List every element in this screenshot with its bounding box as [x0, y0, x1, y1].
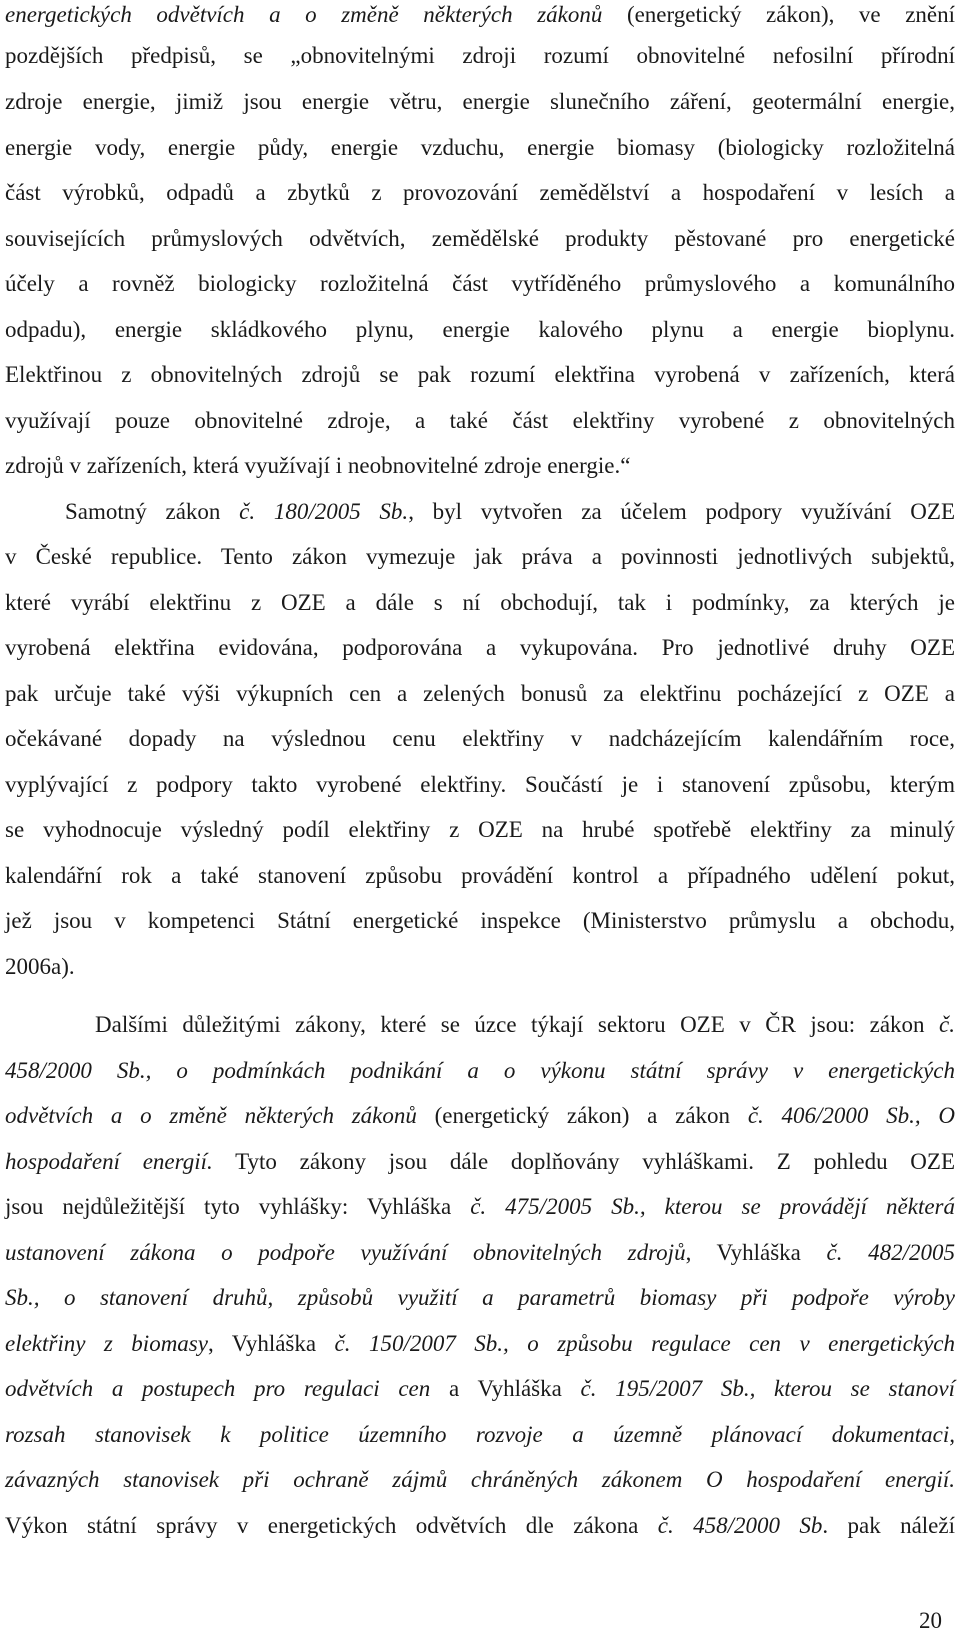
text-line — [5, 1374, 955, 1404]
text-line — [5, 1238, 955, 1268]
text-line: část výrobků, odpadů a zbytků z provozování zemědělství a hospodaření v lesích a — [5, 180, 955, 205]
text-line: energie vody, energie půdy, energie vzduchu, energie biomasy (biologicky rozložitelná — [5, 135, 955, 160]
text-line: jež jsou v kompetenci Státní energetické inspekce (Ministerstvo průmyslu a obchodu, — [5, 908, 955, 933]
text-span: , Vyhláška — [207, 1331, 335, 1356]
text-line: 2006a). — [5, 954, 75, 979]
text-line: Sb., o stanovení druhů, způsobů využití a parametrů biomasy při podpoře výroby — [5, 1285, 955, 1310]
text-line: zdrojů v zařízeních, která využívají i neobnovitelné zdroje energie.“ — [5, 453, 631, 478]
text-line — [5, 1511, 955, 1541]
page-number: 20 — [919, 1608, 942, 1633]
text-line: účely a rovněž biologicky rozložitelná část vytříděného průmyslového a komunálního — [5, 271, 955, 296]
text-span: jsou nejdůležitější tyto vyhlášky: Vyhláška — [5, 1194, 471, 1219]
italic-law-ref: č. 180/2005 Sb. — [239, 499, 409, 524]
text-line: vyplývající z podpory takto vyrobené elektřiny. Součástí je i stanovení způsobu, kterým — [5, 772, 955, 797]
text-line — [65, 497, 955, 527]
text-line: využívají pouze obnovitelné zdroje, a také část elektřiny vyrobené z obnovitelných — [5, 408, 955, 433]
text-line — [5, 0, 955, 30]
italic-law-ref: č. — [939, 1012, 955, 1037]
text-line: vyrobená elektřina evidována, podporována a vykupována. Pro jednotlivé druhy OZE — [5, 635, 955, 660]
italic-law-ref: č. 195/2007 Sb., kterou se stanoví — [580, 1376, 955, 1401]
text-line: 458/2000 Sb., o podmínkách podnikání a o výkonu státní správy v energetických — [5, 1058, 955, 1083]
text-span: Dalšími důležitými zákony, které se úzce týkají sektoru OZE v ČR jsou: zákon — [95, 1012, 940, 1037]
italic-law-title: hospodaření energií. — [5, 1149, 213, 1174]
text-line: kalendářní rok a také stanovení způsobu provádění kontrol a případného udělení pokut, — [5, 863, 955, 888]
text-line: souvisejících průmyslových odvětvích, zemědělské produkty pěstované pro energetické — [5, 226, 955, 251]
text-span: (energetický zákon) a zákon — [416, 1103, 748, 1128]
italic-law-title: odvětvích a postupech pro regulaci cen — [5, 1376, 431, 1401]
text-line: zdroje energie, jimiž jsou energie větru, energie slunečního záření, geotermální energie, — [5, 89, 955, 114]
text-span: Výkon státní správy v energetických odvětvích dle zákona — [5, 1513, 658, 1538]
text-line — [95, 1010, 955, 1040]
text-line — [5, 1147, 955, 1177]
italic-law-title: elektřiny z biomasy — [5, 1331, 208, 1356]
text-line: se vyhodnocuje výsledný podíl elektřiny z OZE na hrubé spotřebě elektřiny za minulý — [5, 817, 955, 842]
italic-law-ref: č. 482/2005 — [826, 1240, 955, 1265]
italic-law-ref: č. 406/2000 Sb., O — [747, 1103, 956, 1128]
italic-law-ref: č. 475/2005 Sb., kterou se provádějí některá — [470, 1194, 955, 1219]
text-span: . pak náleží — [822, 1513, 955, 1538]
italic-law-title: ustanovení zákona o podpoře využívání obnovitelných zdrojů — [5, 1240, 686, 1265]
text-span: , Vyhláška — [685, 1240, 827, 1265]
text-span: Tyto zákony jsou dále doplňovány vyhláškami. Z pohledu OZE — [212, 1149, 956, 1174]
text-line: odpadu), energie skládkového plynu, energie kalového plynu a energie bioplynu. — [5, 317, 955, 342]
text-line: závazných stanovisek při ochraně zájmů chráněných zákonem O hospodaření energií. — [5, 1467, 955, 1492]
italic-law-ref: č. 150/2007 Sb., o způsobu regulace cen v energetických — [334, 1331, 955, 1356]
italic-law-title: odvětvích a o změně některých zákonů — [5, 1103, 417, 1128]
text-line: pak určuje také výši výkupních cen a zelených bonusů za elektřinu pocházející z OZE a — [5, 681, 955, 706]
text-line: které vyrábí elektřinu z OZE a dále s ní obchodují, tak i podmínky, za kterých je — [5, 590, 955, 615]
text-line — [5, 1101, 955, 1131]
text-line: pozdějších předpisů, se „obnovitelnými zdroji rozumí obnovitelné nefosilní přírodní — [5, 43, 955, 68]
text-line: v České republice. Tento zákon vymezuje jak práva a povinnosti jednotlivých subjektů, — [5, 544, 955, 569]
text-span: a Vyhláška — [430, 1376, 581, 1401]
text-line: Elektřinou z obnovitelných zdrojů se pak rozumí elektřina vyrobená v zařízeních, která — [5, 362, 955, 387]
italic-law-title: energetických odvětvích a o změně některých zákonů — [5, 2, 603, 27]
italic-law-ref: č. 458/2000 Sb — [657, 1513, 823, 1538]
text-line: očekávané dopady na výslednou cenu elektřiny v nadcházejícím kalendářním roce, — [5, 726, 955, 751]
text-line: rozsah stanovisek k politice územního rozvoje a územně plánovací dokumentaci, — [5, 1422, 955, 1447]
text-line — [5, 1329, 955, 1359]
text-span: , byl vytvořen za účelem podpory využívání OZE — [408, 499, 955, 524]
text-span: Samotný zákon — [65, 499, 240, 524]
text-span: (energetický zákon), ve znění — [602, 2, 955, 27]
text-line — [5, 1192, 955, 1222]
